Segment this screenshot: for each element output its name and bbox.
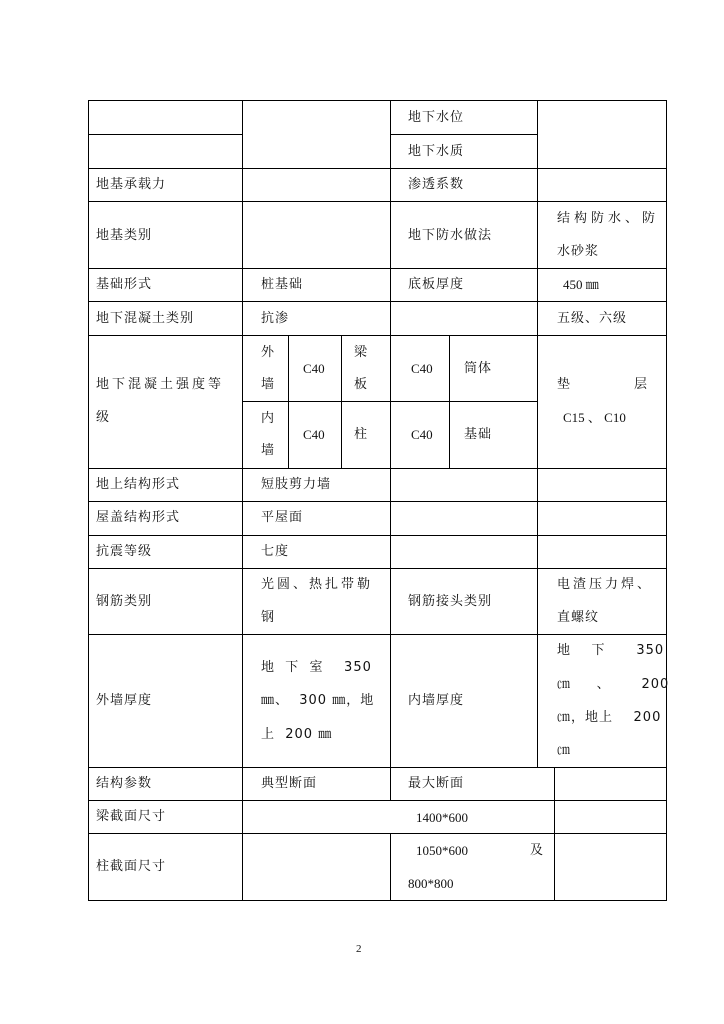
typical-section-label: 典型断面 — [261, 776, 318, 791]
v-line — [288, 335, 289, 469]
groundwater-quality-label: 地下水质 — [408, 144, 465, 159]
above-ground-structure-value: 短肢剪力墙 — [261, 477, 332, 492]
interior-wall-thickness-value: ㎝，地上 200 — [557, 710, 662, 725]
exterior-wall-thickness-value: ㎜、 300 ㎜，地 — [261, 693, 375, 708]
rebar-type-value: 光圆、热扎带勒 — [261, 577, 374, 592]
v-line — [390, 833, 391, 901]
cushion-label: 垫 — [557, 377, 572, 392]
interior-wall-label: 墙 — [261, 443, 276, 458]
permeability-label: 渗透系数 — [408, 177, 465, 192]
v-line-left — [88, 100, 89, 901]
exterior-wall-thickness-value: 地 下 室 350 — [261, 660, 372, 675]
structural-params-label: 结构参数 — [96, 776, 153, 791]
h-line — [88, 201, 667, 202]
v-line — [341, 335, 342, 469]
exterior-wall-grade: C40 — [303, 361, 325, 376]
h-line — [88, 767, 667, 768]
h-line — [88, 168, 667, 169]
interior-wall-thickness-value: ㎝ 、 200 — [557, 677, 670, 692]
h-line — [390, 134, 537, 135]
rebar-joint-value: 电渣压力焊、 — [557, 577, 654, 592]
bearing-capacity-label: 地基承载力 — [96, 177, 167, 192]
exterior-wall-label: 外 — [261, 345, 276, 360]
column-section-value: 800*800 — [408, 876, 454, 891]
rebar-type-value: 钢 — [261, 610, 276, 625]
h-line-top — [88, 100, 667, 101]
roof-structure-value: 平屋面 — [261, 510, 304, 525]
page-number: 2 — [356, 943, 362, 955]
seismic-grade-label: 抗震等级 — [96, 544, 153, 559]
v-line — [390, 100, 391, 800]
foundation-form-label: 基础形式 — [96, 277, 153, 292]
exterior-wall-thickness-value: 上 200 ㎜ — [261, 727, 333, 742]
h-line — [88, 568, 667, 569]
exterior-wall-label: 墙 — [261, 377, 276, 392]
v-line-right — [666, 100, 667, 901]
beam-section-label: 梁截面尺寸 — [96, 809, 167, 824]
interior-wall-thickness-value: 地 下 350 — [557, 643, 665, 658]
waterproofing-label: 地下防水做法 — [408, 228, 493, 243]
rebar-type-label: 钢筋类别 — [96, 594, 153, 609]
foundation-form-value: 桩基础 — [261, 277, 304, 292]
exterior-wall-thickness-label: 外墙厚度 — [96, 693, 153, 708]
h-line — [88, 134, 242, 135]
concrete-strength-label: 级 — [96, 410, 111, 425]
h-line — [88, 800, 667, 801]
rebar-joint-value: 直螺纹 — [557, 610, 600, 625]
max-section-label: 最大断面 — [408, 776, 465, 791]
interior-wall-thickness-label: 内墙厚度 — [408, 693, 465, 708]
underground-concrete-type-label: 地下混凝土类别 — [96, 311, 195, 326]
h-line — [88, 335, 667, 336]
h-line — [88, 501, 667, 502]
above-ground-structure-label: 地上结构形式 — [96, 477, 181, 492]
v-line — [537, 100, 538, 768]
underground-concrete-type-value: 抗渗 — [261, 311, 290, 326]
interior-wall-thickness-value: ㎝ — [557, 743, 572, 758]
beam-slab-grade: C40 — [411, 361, 433, 376]
rebar-joint-label: 钢筋接头类别 — [408, 594, 493, 609]
slab-thickness-label: 底板厚度 — [408, 277, 465, 292]
h-line — [88, 833, 667, 834]
beam-section-value: 1400*600 — [416, 810, 468, 825]
column-section-and: 及 — [530, 843, 545, 858]
h-line-bottom — [88, 900, 667, 901]
waterproofing-value: 结构防水、防 — [557, 211, 660, 226]
beam-slab-label: 板 — [354, 377, 369, 392]
v-line — [449, 335, 450, 469]
h-line — [88, 634, 667, 635]
interior-wall-grade: C40 — [303, 427, 325, 442]
column-grade: C40 — [411, 427, 433, 442]
cushion-grade: C15 、 C10 — [563, 410, 626, 425]
h-line — [88, 268, 667, 269]
slab-thickness-value: 450 ㎜ — [563, 277, 599, 292]
roof-structure-label: 屋盖结构形式 — [96, 510, 181, 525]
column-section-value: 1050*600 — [416, 843, 468, 858]
foundation-type-label: 地基类别 — [96, 228, 153, 243]
impermeability-grade-value: 五级、六级 — [557, 311, 628, 326]
seismic-grade-value: 七度 — [261, 544, 290, 559]
h-line — [88, 535, 667, 536]
v-line — [554, 767, 555, 901]
cushion-label: 层 — [634, 377, 649, 392]
foundation-label: 基础 — [464, 427, 493, 442]
concrete-strength-label: 地下混凝土强度等 — [96, 377, 225, 392]
h-line — [88, 301, 667, 302]
interior-wall-label: 内 — [261, 411, 276, 426]
column-label: 柱 — [354, 427, 369, 442]
waterproofing-value: 水砂浆 — [557, 244, 600, 259]
h-line — [88, 468, 667, 469]
beam-slab-label: 梁 — [354, 345, 369, 360]
tube-label: 筒体 — [464, 361, 493, 376]
v-line — [242, 100, 243, 901]
column-section-label: 柱截面尺寸 — [96, 859, 167, 874]
groundwater-level-label: 地下水位 — [408, 110, 465, 125]
